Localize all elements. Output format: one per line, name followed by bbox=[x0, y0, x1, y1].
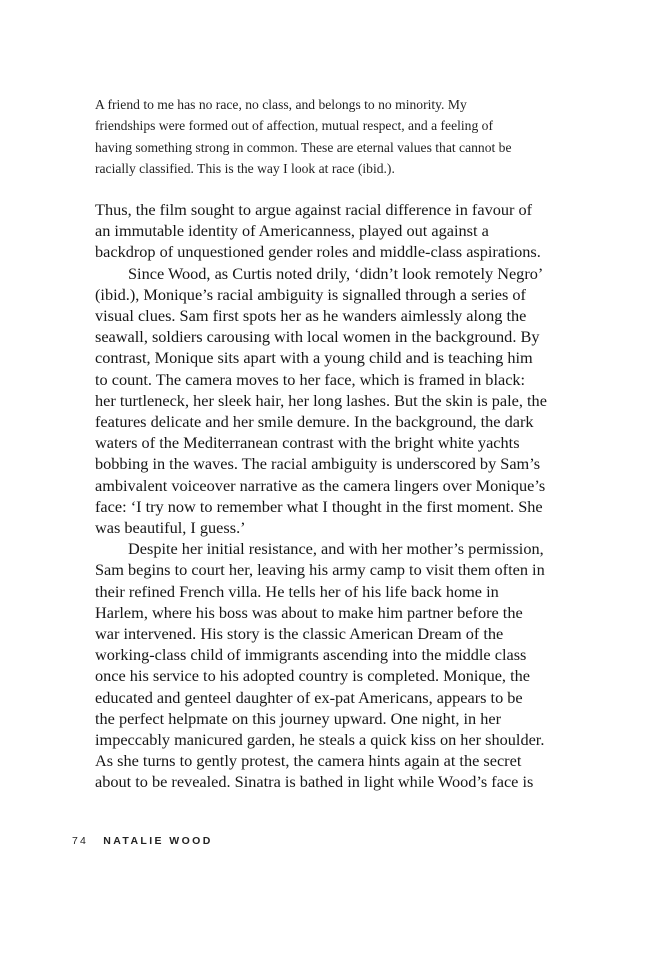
body-line: features delicate and her smile demure. In the background, the dark bbox=[95, 412, 534, 432]
body-line: ambivalent voiceover narrative as the camera lingers over Monique’s bbox=[95, 475, 546, 495]
body-line: (ibid.), Monique’s racial ambiguity is signalled through a series of bbox=[95, 284, 526, 304]
quote-line: having something strong in common. These are eternal values that cannot be bbox=[95, 139, 512, 155]
paragraph-first-line: Despite her initial resistance, and with her mother’s permission, bbox=[128, 539, 544, 559]
body-text bbox=[95, 199, 570, 793]
body-line: Harlem, where his boss was about to make him partner before the bbox=[95, 602, 523, 622]
quote-line: racially classified. This is the way I look at race (ibid.). bbox=[95, 160, 395, 176]
body-line: educated and genteel daughter of ex-pat Americans, appears to be bbox=[95, 687, 523, 707]
body-line: the perfect helpmate on this journey upward. One night, in her bbox=[95, 708, 502, 728]
quote-line: A friend to me has no race, no class, and belongs to no minority. My bbox=[95, 97, 467, 112]
quote-line: friendships were formed out of affection, mutual respect, and a feeling of bbox=[95, 118, 493, 134]
body-line: Sam begins to court her, leaving his army camp to visit them often in bbox=[95, 560, 545, 580]
running-head: NATALIE WOOD bbox=[103, 835, 213, 847]
body-line: working-class child of immigrants ascending into the middle class bbox=[95, 645, 527, 665]
body-line: Thus, the film sought to argue against racial difference in favour of bbox=[95, 200, 533, 219]
body-line: an immutable identity of Americanness, played out against a bbox=[95, 221, 489, 241]
paragraph-first-line: Since Wood, as Curtis noted drily, ‘didn’t look remotely Negro’ bbox=[128, 263, 544, 283]
body-line: once his service to his adopted country is completed. Monique, the bbox=[95, 666, 530, 686]
body-line: As she turns to gently protest, the camera hints again at the secret bbox=[95, 751, 522, 771]
body-line: visual clues. Sam first spots her as he wanders aimlessly along the bbox=[95, 306, 527, 326]
page-number: 74 bbox=[72, 835, 89, 847]
body-line: was beautiful, I guess.’ bbox=[95, 518, 246, 538]
body-line: face: ‘I try now to remember what I thought in the first moment. She bbox=[95, 496, 543, 516]
body-line: to count. The camera moves to her face, which is framed in black: bbox=[95, 369, 526, 389]
body-line: waters of the Mediterranean contrast with the bright white yachts bbox=[95, 433, 520, 453]
body-line: backdrop of unquestioned gender roles and middle-class aspirations. bbox=[95, 242, 541, 262]
body-line: bobbing in the waves. The racial ambiguity is underscored by Sam’s bbox=[95, 454, 541, 474]
block-quote bbox=[95, 94, 565, 179]
page-footer bbox=[72, 835, 213, 847]
body-line: seawall, soldiers carousing with local women in the background. By bbox=[95, 327, 540, 347]
body-line: their refined French villa. He tells her of his life back home in bbox=[95, 581, 499, 601]
body-line: about to be revealed. Sinatra is bathed in light while Wood’s face is bbox=[95, 772, 534, 792]
body-line: war intervened. His story is the classic American Dream of the bbox=[95, 624, 504, 644]
body-line: contrast, Monique sits apart with a young child and is teaching him bbox=[95, 348, 533, 368]
body-line: her turtleneck, her sleek hair, her long lashes. But the skin is pale, the bbox=[95, 390, 547, 410]
body-line: impeccably manicured garden, he steals a quick kiss on her shoulder. bbox=[95, 730, 545, 750]
